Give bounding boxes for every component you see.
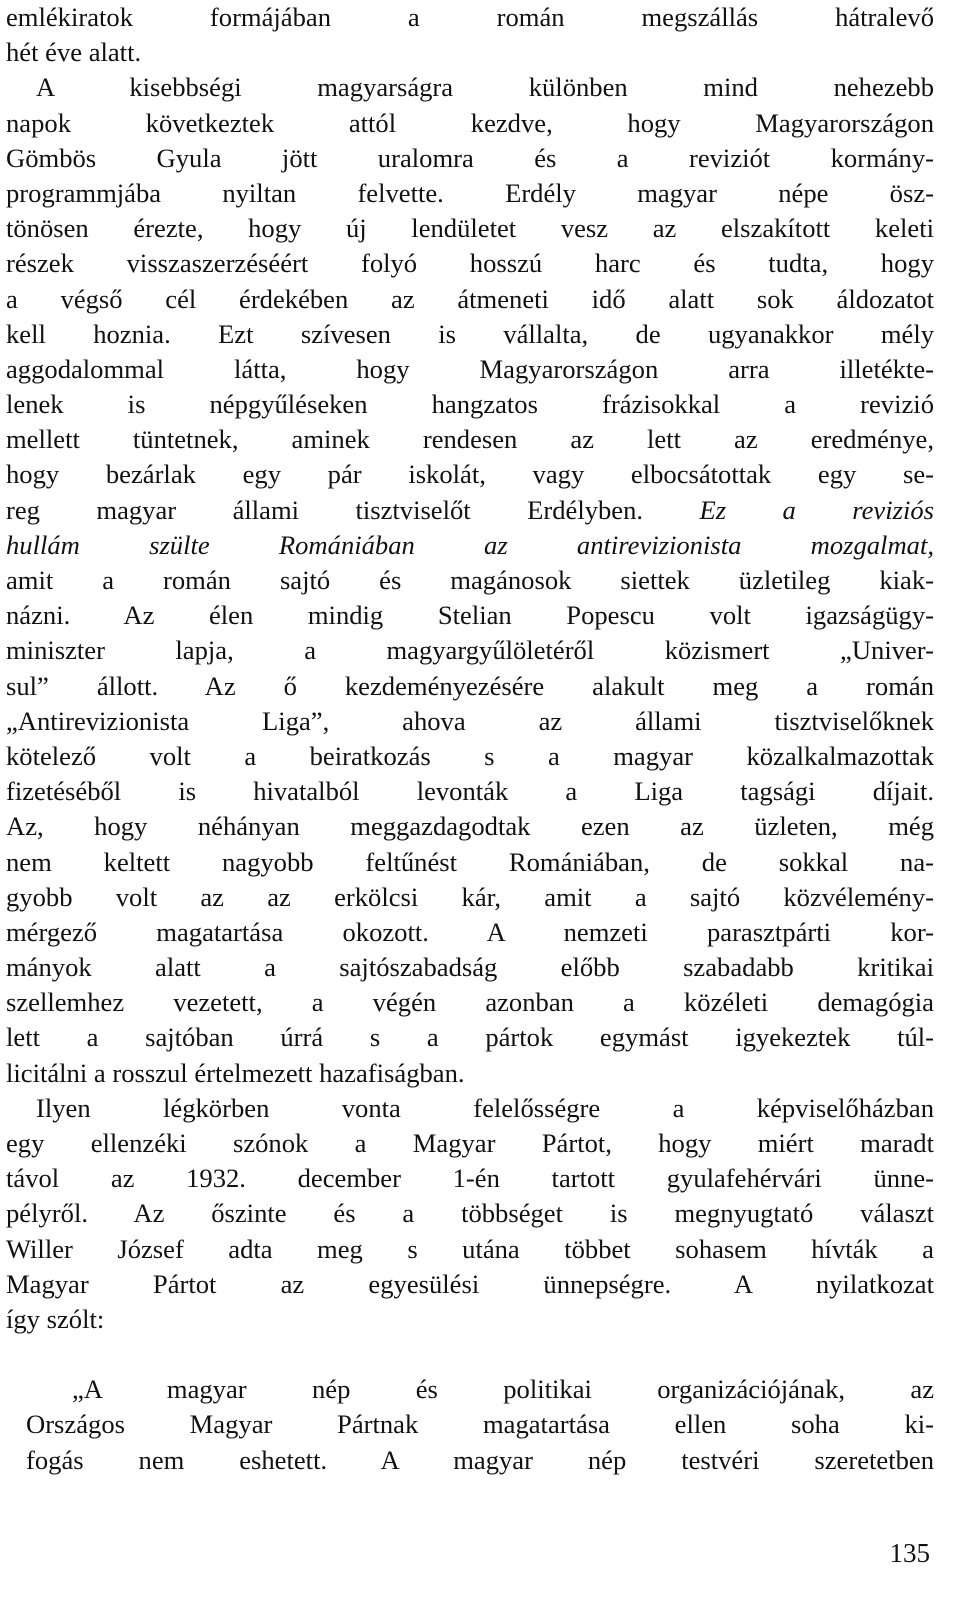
text-line: lett a sajtóban úrrá s a pártok egymást igyekeztek túl- [6,1022,934,1053]
text-line: napok következtek attól kezdve, hogy Magyarországon [6,107,934,138]
text-line: Ilyen légkörben vonta felelősségre a képviselőházban [36,1092,934,1123]
paragraph-2 [6,70,934,1090]
text-line: szellemhez vezetett, a végén azonban a közéleti demagógia [6,987,934,1018]
quote-line: „A magyar nép és politikai organizációjának, az [72,1374,934,1405]
text-line: így szólt: [6,1303,105,1334]
text-line: „Antirevizionista Liga”, ahova az állami tisztviselőknek [6,705,934,736]
text-line: Magyar Pártot az egyesülési ünnepségre. A nyilatkozat [6,1268,934,1299]
text-span: reg magyar állami tisztviselőt Erdélyben. [6,494,644,525]
block-quote [6,1372,934,1478]
paragraph-1 [6,0,934,70]
text-line: sul” állott. Az ő kezdeményezésére alakult meg a román [6,670,934,701]
text-line: hét éve alatt. [6,37,142,68]
text-line: tönösen érezte, hogy új lendületet vesz az elszakított keleti [6,213,934,244]
text-line: fizetéséből is hivatalból levonták a Liga tagsági díjait. [6,776,934,807]
text-line: miniszter lapja, a magyargyűlöletéről közismert „Univer- [6,635,934,666]
text-line: mellett tüntetnek, aminek rendesen az lett az eredménye, [6,424,934,455]
quote-line: fogás nem eshetett. A magyar nép testvéri szeretetben [26,1444,934,1475]
text-line-mixed [6,493,934,528]
text-line: pélyről. Az őszinte és a többséget is megnyugtató választ [6,1198,934,1229]
text-line: Az, hogy néhányan meggazdagodtak ezen az üzleten, még [6,811,934,842]
text-line: aggodalommal látta, hogy Magyarországon arra illetékte- [6,353,934,384]
text-line: kötelező volt a beiratkozás s a magyar közalkalmazottak [6,740,934,771]
text-line: egy ellenzéki szónok a Magyar Pártot, hogy miért maradt [6,1128,934,1158]
text-line: mányok alatt a sajtószabadság előbb szabadabb kritikai [6,952,934,983]
text-line: hogy bezárlak egy pár iskolát, vagy elbocsátottak egy se- [6,459,934,490]
italic-text-line: hullám szülte Romániában az antirevizionista mozgalmat, [6,529,934,560]
text-line: A kisebbségi magyarságra különben mind nehezebb [36,72,934,103]
paragraph-3 [6,1091,934,1337]
text-line: kell hoznia. Ezt szívesen is vállalta, de ugyanakkor mély [6,318,934,349]
text-line: részek visszaszerzéséért folyó hosszú harc és tudta, hogy [6,248,934,279]
text-line: lenek is népgyűléseken hangzatos frázisokkal a revizió [6,389,934,420]
text-line: názni. Az élen mindig Stelian Popescu volt igazságügy- [6,600,934,631]
quote-line: Országos Magyar Pártnak magatartása ellen soha ki- [26,1409,934,1440]
text-line: a végső cél érdekében az átmeneti idő alatt sok áldozatot [6,283,934,314]
paragraph-spacer [6,1337,934,1372]
text-line: Gömbös Gyula jött uralomra és a reviziót kormány- [6,142,934,173]
page-number: 135 [889,1538,930,1568]
text-line: programmjába nyiltan felvette. Erdély magyar népe ösz- [6,177,934,208]
text-line: nem keltett nagyobb feltűnést Romániában, de sokkal na- [6,846,934,877]
page-text [6,0,934,1478]
text-line: licitálni a rosszul értelmezett hazafiságban. [6,1057,465,1088]
text-line: mérgező magatartása okozott. A nemzeti parasztpárti kor- [6,916,934,947]
italic-text-span: Ez a reviziós [699,494,934,525]
text-line: emlékiratok formájában a román megszállás hátralevő [6,2,934,32]
text-line: amit a román sajtó és magánosok siettek üzletileg kiak- [6,565,934,595]
text-line: távol az 1932. december 1-én tartott gyulafehérvári ünne- [6,1163,934,1194]
text-line: Willer József adta meg s utána többet sohasem hívták a [6,1233,934,1264]
text-line: gyobb volt az az erkölcsi kár, amit a sajtó közvélemény- [6,881,934,912]
